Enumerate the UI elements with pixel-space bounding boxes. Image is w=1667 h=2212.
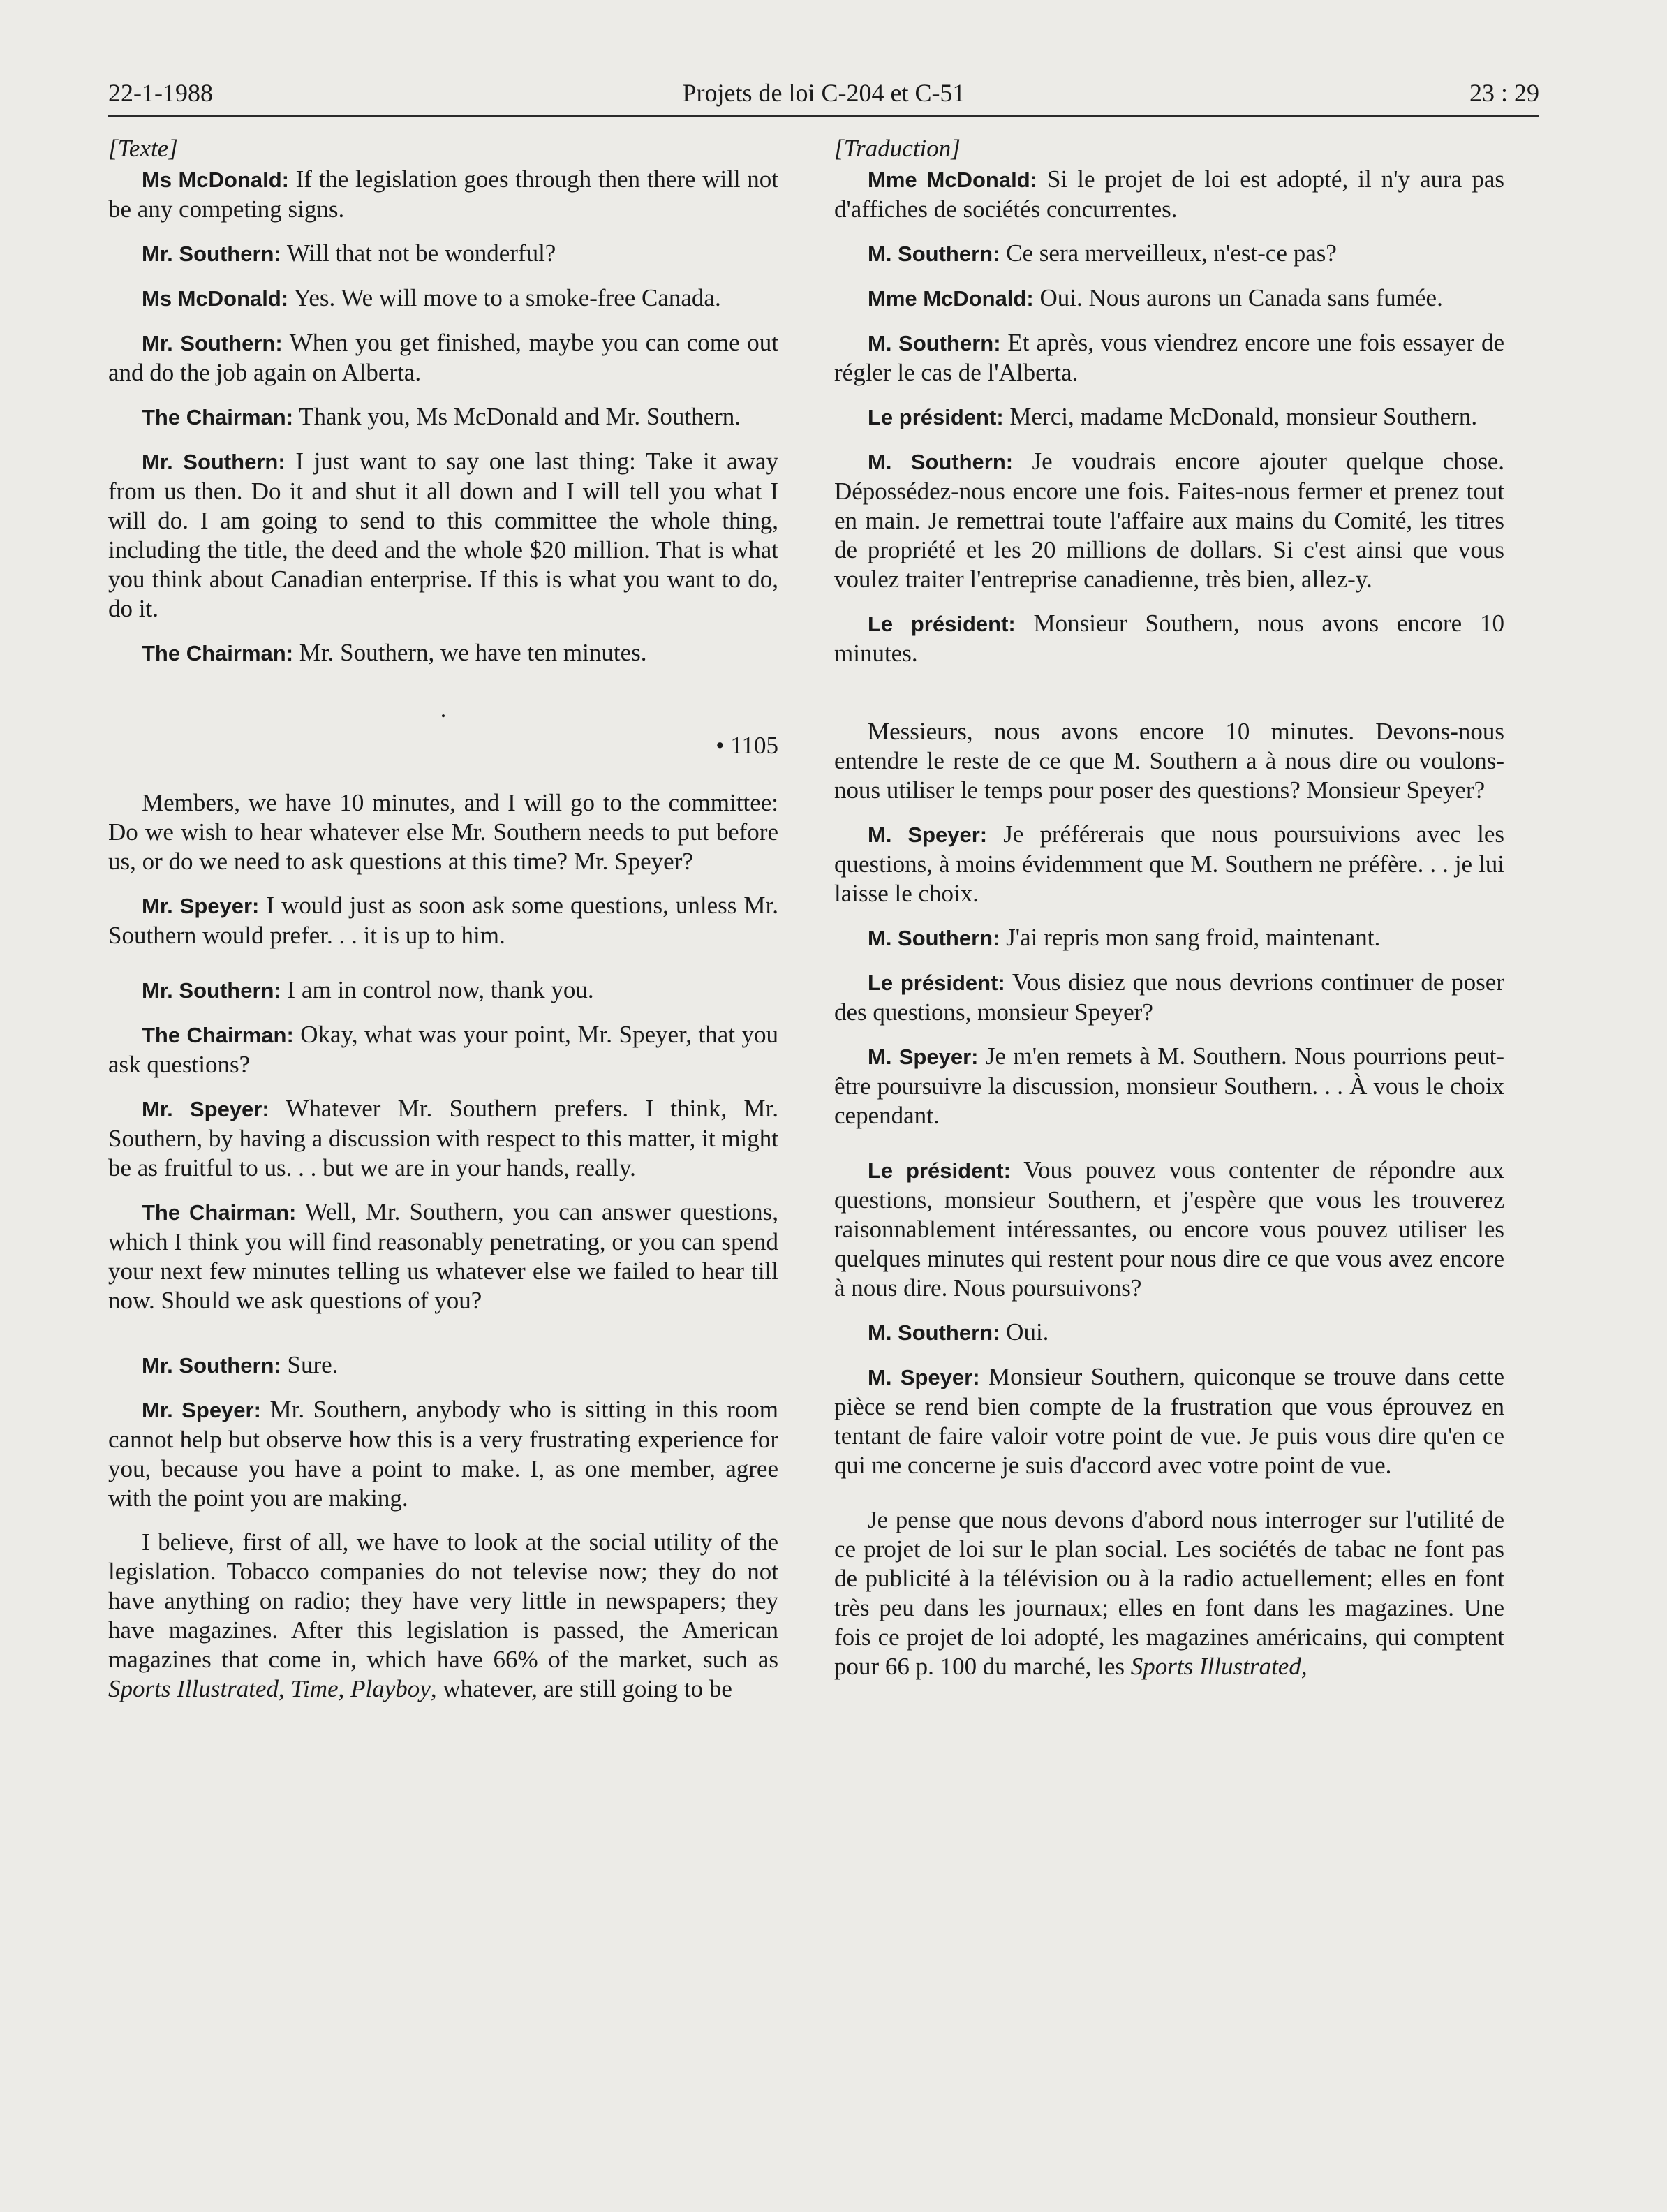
speaker-name: M. Southern: [868, 242, 1000, 266]
speaker-name: Mr. Southern: [142, 242, 281, 266]
speech-text: Et après, vous viendrez encore une fois essayer de régler le cas de l'Alberta. [834, 329, 1505, 386]
speaker-name: Ms McDonald: [142, 168, 289, 192]
speaker-name: Le président: [868, 971, 1005, 995]
speech-paragraph [834, 717, 1504, 805]
speaker-name: Mr. Speyer: [142, 1097, 269, 1121]
speaker-name: Mme McDonald: [868, 168, 1037, 192]
speech-text: Okay, what was your point, Mr. Speyer, that you ask questions? [108, 1021, 778, 1078]
speaker-name: The Chairman: [142, 1200, 297, 1225]
timestamp: • 1105 [716, 732, 778, 759]
speech-text: Je pense que nous devons d'abord nous interroger sur l'utilité de ce projet de loi sur le plan social. Les sociétés de tabac ne font pas de publicité à la télévision ou à la radio actuellement; elles en font très peu dans les journaux; elles en font dans les magazines. Une fois ce projet de loi adopté, les magazines américains, qui comptent pour 66 p. 100 du marché, les [834, 1506, 1504, 1680]
speech-text: Will that not be wonderful? [286, 239, 556, 267]
speech-paragraph [834, 923, 1504, 953]
magazine-title: Sports Illustrated, [1130, 1653, 1307, 1680]
speech-paragraph [108, 788, 778, 876]
speech-text: Merci, madame McDonald, monsieur Southern. [1009, 403, 1478, 430]
speech-text: Messieurs, nous avons encore 10 minutes. Devons-nous entendre le reste de ce que M. Southern a à nous dire ou voulons-nous utiliser le temps pour poser des questions? Monsieur Speyer? [834, 718, 1504, 804]
speech-text: Oui. Nous aurons un Canada sans fumée. [1039, 284, 1443, 311]
speech-paragraph [834, 165, 1504, 224]
magazine-title: Time [290, 1675, 339, 1702]
speech-text: I am in control now, thank you. [287, 976, 594, 1003]
speech-paragraph [834, 447, 1504, 594]
english-column [108, 134, 778, 1718]
speech-paragraph [108, 402, 778, 432]
section-tag: [Traduction] [834, 135, 961, 162]
speech-text: When you get finished, maybe you can come out and do the job again on Alberta. [108, 329, 779, 386]
speech-paragraph [108, 283, 778, 314]
speech-text: I would just as soon ask some questions, unless Mr. Southern would prefer. . . it is up to him. [108, 892, 779, 949]
speech-paragraph [834, 1318, 1504, 1348]
speaker-name: Le président: [868, 612, 1016, 636]
speaker-name: Mr. Speyer: [142, 1398, 261, 1422]
speech-text: whatever, are still going to be [443, 1675, 732, 1702]
speech-text: Members, we have 10 minutes, and I will go to the committee: Do we wish to hear whatever else Mr. Southern needs to put before us, or do we need to ask questions at this time? Mr. Speyer? [108, 789, 778, 875]
speech-paragraph [108, 1094, 778, 1183]
speech-paragraph [834, 239, 1504, 269]
separator-dot: . [440, 695, 447, 723]
speech-paragraph [108, 638, 778, 668]
speech-paragraph [108, 1350, 778, 1380]
speech-paragraph [834, 968, 1504, 1027]
speaker-name: Mr. Southern: [142, 450, 286, 474]
speech-text: Whatever Mr. Southern prefers. I think, Mr. Southern, by having a discussion with respect to this matter, it might be as fruitful to us. . . but we are in your hands, really. [108, 1095, 779, 1181]
speech-paragraph [834, 283, 1504, 314]
speech-paragraph [108, 239, 778, 269]
speech-text: Je m'en remets à M. Southern. Nous pourrions peut-être poursuivre la discussion, monsieur Southern. . . À vous le choix cependant. [834, 1042, 1504, 1129]
speech-text: Well, Mr. Southern, you can answer questions, which I think you will find reasonably penetrating, or you can spend your next few minutes telling us whatever else we failed to hear till now. Should we ask questions of you? [108, 1198, 778, 1314]
french-column [834, 134, 1504, 1696]
speech-text: I just want to say one last thing: Take it away from us then. Do it and shut it all down and I will tell you what I will do. I am going to send to this committee the whole thing, including the title, the deed and the whole $20 million. That is what you think about Canadian enterprise. If this is what you want to do, do it. [108, 448, 778, 622]
speaker-name: Mr. Speyer: [142, 894, 260, 918]
speaker-name: Ms McDonald: [142, 286, 289, 311]
speaker-name: M. Speyer: [868, 1045, 979, 1069]
speech-text: I believe, first of all, we have to look at the social utility of the legislation. Tobacco companies do not televise now; they do not have anything on radio; they have very little in newspapers; they have magazines. After this legislation is passed, the American magazines that come in, which have 66% of the market, such as [108, 1528, 778, 1673]
speech-text: Je voudrais encore ajouter quelque chose. Dépossédez-nous encore une fois. Faites-nous fermer et prenez tout en main. Je remettrai toute l'affaire aux mains du Comité, les titres de propriété et les 20 millions de dollars. Si c'est ainsi que vous voulez traiter l'entreprise canadienne, très bien, allez-y. [834, 448, 1505, 593]
page-header [108, 78, 1539, 120]
speech-paragraph [834, 820, 1504, 908]
speaker-name: The Chairman: [142, 1023, 294, 1047]
speech-text: Vous disiez que nous devrions continuer de poser des questions, monsieur Speyer? [834, 968, 1504, 1026]
speech-text: Mr. Southern, anybody who is sitting in this room cannot help but observe how this is a very frustrating experience for you, because you have a point to make. I, as one member, agree with the point you are making. [108, 1396, 779, 1512]
speech-text: Monsieur Southern, quiconque se trouve dans cette pièce se rend bien compte de la frustration que vous éprouvez en tentant de faire valoir votre point de vue. Je puis vous dire qu'en ce qui me concerne je suis d'accord avec votre point de vue. [834, 1363, 1504, 1479]
magazine-title: Sports Illustrated [108, 1675, 279, 1702]
speech-text: Oui. [1006, 1318, 1049, 1345]
speech-paragraph [108, 1020, 778, 1079]
speech-text: Vous pouvez vous contenter de répondre aux questions, monsieur Southern, et j'espère que vous les trouverez raisonnablement intéressantes, ou encore vous pouvez utiliser les quelques minutes qui restent pour nous dire ce que vous avez encore à nous dire. Nous poursuivons? [834, 1156, 1505, 1302]
speech-paragraph: I believe, first of all, we have to look at the social utility of the legislation. Tobacco companies do not televise now; they do not have anything on radio; they have very little in newspapers; they have magazines. After this legislation is passed, the American magazines that come in, which have 66% of the market, such as Sports Illustrated, Time, Playboy, whatever, are still going to be [108, 1528, 778, 1702]
speech-text: Mr. Southern, we have ten minutes. [299, 639, 647, 666]
speaker-name: M. Southern: [868, 1320, 1000, 1345]
speech-text: Thank you, Ms McDonald and Mr. Southern. [299, 403, 741, 430]
speaker-name: Mr. Southern: [142, 331, 283, 355]
speaker-name: Le président: [868, 1158, 1011, 1183]
speech-text: Je préférerais que nous poursuivions avec les questions, à moins évidemment que M. Southern ne préfère. . . je lui laisse le choix. [834, 820, 1505, 907]
speech-text: Sure. [287, 1351, 339, 1378]
speech-paragraph [108, 975, 778, 1005]
section-tag-text: Texte [117, 135, 169, 162]
header-page-number: 23 : 29 [1469, 79, 1539, 107]
speaker-name: Mme McDonald: [868, 286, 1034, 311]
speech-paragraph [834, 328, 1504, 388]
speech-paragraph [834, 402, 1504, 432]
speech-text: Ce sera merveilleux, n'est-ce pas? [1006, 239, 1337, 267]
speech-paragraph [108, 891, 778, 950]
magazine-title: Playboy [350, 1675, 431, 1702]
speech-paragraph [834, 1156, 1504, 1303]
speech-paragraph [834, 1362, 1504, 1480]
header-title: Projets de loi C-204 et C-51 [682, 79, 965, 107]
speaker-name: M. Southern: [868, 926, 1000, 950]
speech-paragraph [108, 1197, 778, 1315]
speech-paragraph [108, 447, 778, 624]
speech-paragraph [834, 609, 1504, 668]
speech-text: J'ai repris mon sang froid, maintenant. [1006, 924, 1381, 951]
header-date: 22-1-1988 [108, 79, 213, 107]
speaker-name: Le président: [868, 405, 1004, 429]
speech-paragraph [108, 328, 778, 388]
speech-text: Monsieur Southern, nous avons encore 10 minutes. [834, 610, 1504, 667]
header-rule [108, 115, 1539, 117]
speech-text: Si le projet de loi est adopté, il n'y aura pas d'affiches de sociétés concurrentes. [834, 165, 1504, 223]
speaker-name: Mr. Southern: [142, 978, 281, 1003]
speaker-name: The Chairman: [142, 405, 294, 429]
speech-paragraph [834, 1042, 1504, 1130]
speech-paragraph [834, 1505, 1504, 1681]
speaker-name: M. Southern: [868, 450, 1014, 474]
speaker-name: M. Speyer: [868, 1365, 980, 1389]
speaker-name: Mr. Southern: [142, 1353, 281, 1378]
speech-text: If the legislation goes through then there will not be any competing signs. [108, 165, 778, 223]
speaker-name: The Chairman: [142, 641, 294, 665]
section-tag: [Texte] [108, 135, 178, 162]
speaker-name: M. Speyer: [868, 823, 988, 847]
speech-paragraph [108, 165, 778, 224]
speech-text: Yes. We will move to a smoke-free Canada. [293, 284, 721, 311]
speaker-name: M. Southern: [868, 331, 1001, 355]
section-tag-text: Traduction [843, 135, 951, 162]
speech-paragraph [108, 1395, 778, 1513]
